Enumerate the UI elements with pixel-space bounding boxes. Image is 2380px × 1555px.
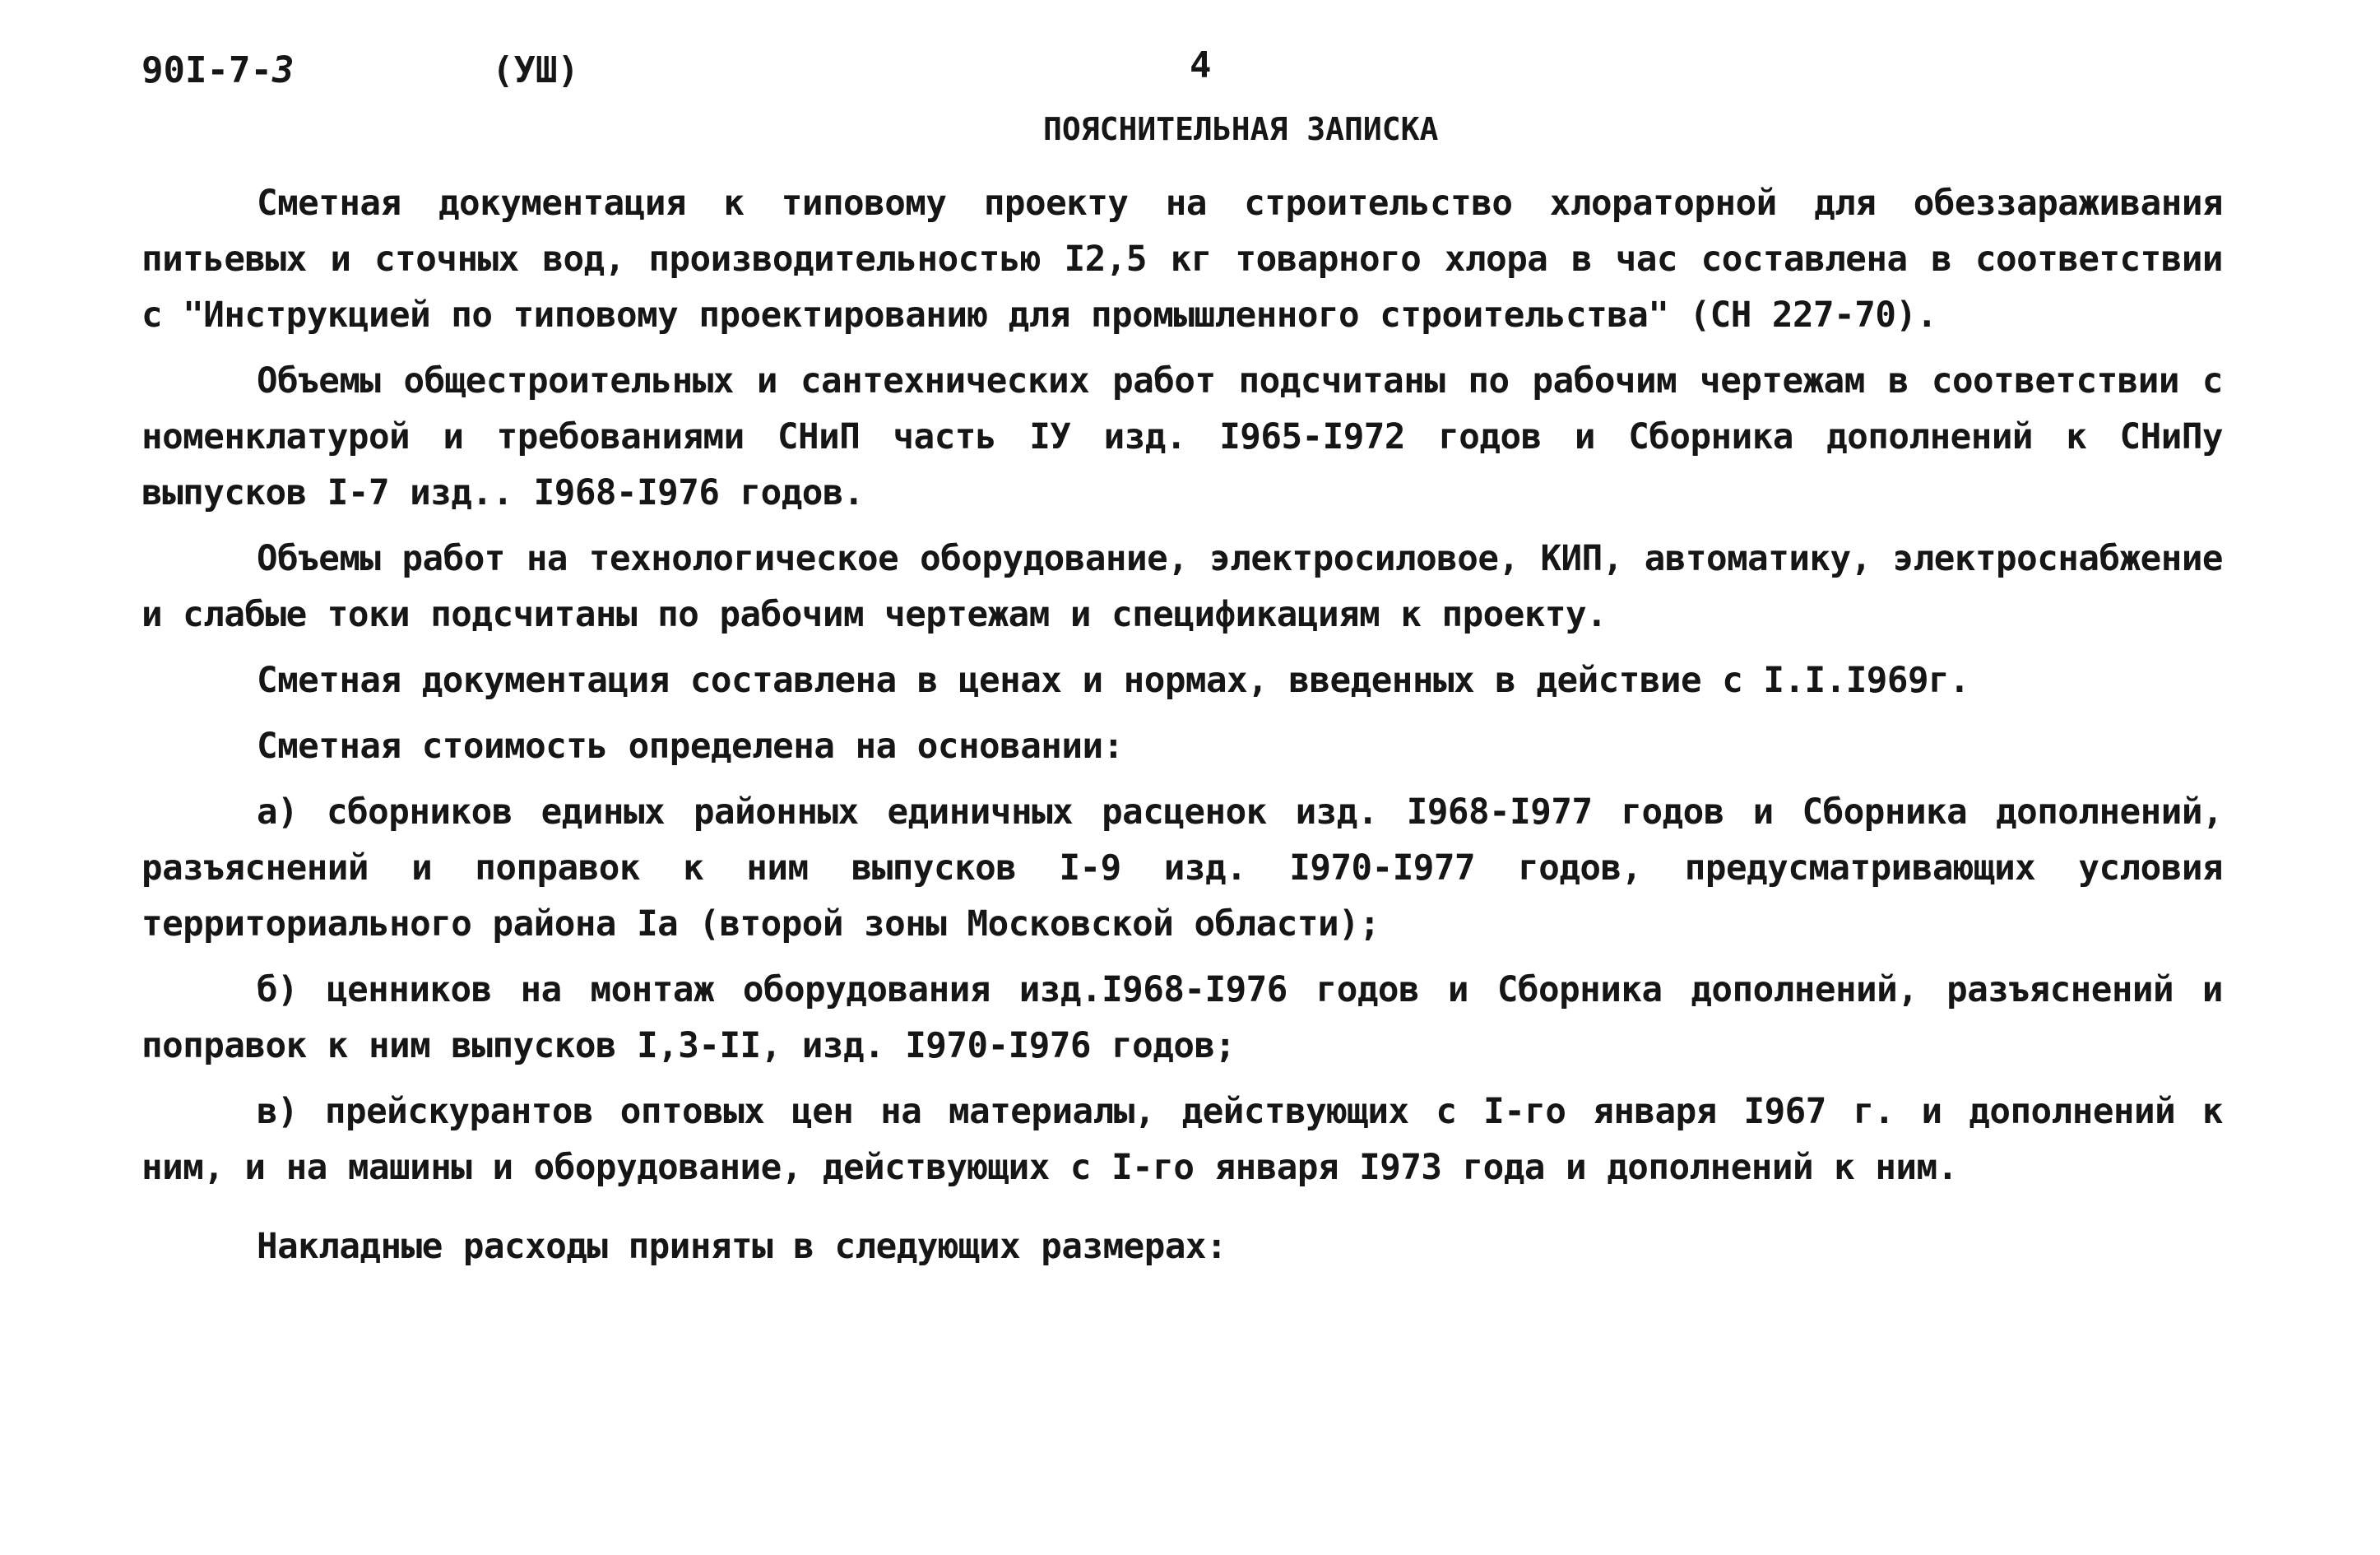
document-code <box>142 49 295 91</box>
list-item-a: а) сборников единых районных единичных расценок изд. I968-I977 годов и Сборника дополнений, разъяснений и поправок к ним выпусков I-9 изд. I970-I977 годов, предусматривающих условия территориального района Iа (второй зоны Московской области); <box>142 792 2223 945</box>
page-number: 4 <box>1190 44 1212 86</box>
paragraph-overheads: Накладные расходы приняты в следующих размерах: <box>257 1227 1227 1267</box>
document-code-serial: 3 <box>271 49 295 91</box>
page-title: ПОЯСНИТЕЛЬНАЯ ЗАПИСКА <box>1043 111 1439 147</box>
list-item-c: в) прейскурантов оптовых цен на материалы, действующих с I-го января I967 г. и дополнений к ним, и на машины и оборудование, действующих с I-го января I973 года и дополнений к ним. <box>142 1092 2223 1188</box>
list-item-b: б) ценников на монтаж оборудования изд.I968-I976 годов и Сборника дополнений, разъяснений и поправок к ним выпусков I,3-II, изд. I970-I976 годов; <box>142 970 2223 1066</box>
paragraph-intro: Сметная документация к типовому проекту на строительство хлораторной для обеззараживания питьевых и сточных вод, производительностью I2,5 кг товарного хлора в час составлена в соответствии с "Инструкцией по типовому проектированию для промышленного строительства" (СН 227-70). <box>142 183 2223 336</box>
document-body <box>142 176 2223 1285</box>
paragraph-volumes-construction: Объемы общестроительных и сантехнических работ подсчитаны по рабочим чертежам в соответствии с номенклатурой и требованиями СНиП часть IУ изд. I965-I972 годов и Сборника дополнений к СНиПу выпусков I-7 изд.. I968-I976 годов. <box>142 361 2223 513</box>
document-code-prefix: 90I-7- <box>142 49 272 91</box>
paragraph-cost-basis: Сметная стоимость определена на основании: <box>257 726 1124 767</box>
album-number: (УШ) <box>492 49 579 91</box>
paragraph-volumes-equipment: Объемы работ на технологическое оборудование, электросиловое, КИП, автоматику, электроснабжение и слабые токи подсчитаны по рабочим чертежам и спецификациям к проекту. <box>142 539 2223 635</box>
paragraph-prices: Сметная документация составлена в ценах и нормах, введенных в действие с I.I.I969г. <box>257 661 1970 701</box>
